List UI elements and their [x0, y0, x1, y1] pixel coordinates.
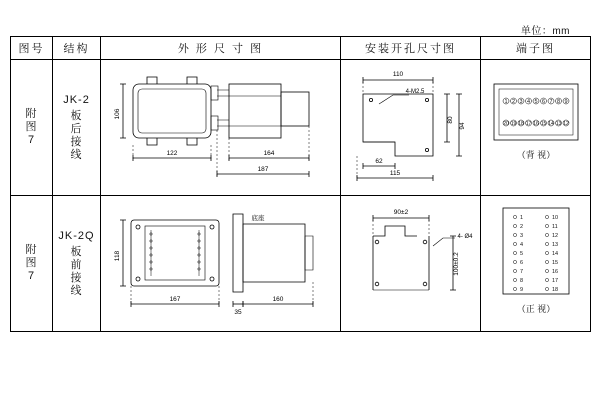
svg-text:18: 18 — [552, 287, 559, 293]
header-mounting: 安装开孔尺寸图 — [341, 37, 481, 60]
spec-table — [10, 36, 591, 332]
svg-text:20: 20 — [503, 121, 509, 127]
row2-mdim-100: 100±0.2 — [453, 252, 460, 276]
row2-jiegou-char-3: 接 — [70, 271, 83, 284]
svg-text:15: 15 — [552, 260, 559, 266]
svg-text:4: 4 — [526, 99, 531, 105]
row2-mounting-cell — [341, 196, 481, 332]
table-row — [11, 60, 591, 196]
svg-text:3: 3 — [519, 99, 523, 105]
svg-text:1: 1 — [520, 215, 524, 221]
svg-text:6: 6 — [541, 99, 546, 105]
row2-terminal-left-column — [513, 215, 523, 293]
row1-terminal-caption: （背 视） — [516, 150, 556, 160]
row1-terminal-drawing — [481, 60, 590, 195]
svg-text:13: 13 — [552, 242, 559, 248]
row1-dim-164: 164 — [263, 150, 275, 157]
svg-text:8: 8 — [520, 278, 524, 284]
svg-text:4: 4 — [520, 242, 524, 248]
svg-text:10: 10 — [552, 215, 559, 221]
row1-jiegou-stack — [53, 60, 100, 195]
row1-dim-122: 122 — [166, 150, 178, 157]
row1-mdim-80: 80 — [447, 116, 454, 124]
row1-terminal-bottom-row — [503, 120, 569, 127]
row2-jiegou-char-2: 前 — [70, 258, 83, 271]
row1-tuhao-stack — [11, 60, 52, 195]
header-jiegou: 结构 — [53, 37, 101, 60]
row1-mdim-115: 115 — [389, 170, 401, 177]
svg-text:5: 5 — [534, 99, 538, 105]
svg-text:5: 5 — [520, 251, 524, 257]
row2-mdim-90: 90±2 — [393, 209, 409, 216]
svg-text:6: 6 — [520, 260, 524, 266]
row2-terminal-right-column — [545, 215, 558, 293]
table-header-row — [11, 37, 591, 60]
row1-model-label: JK-2 — [63, 93, 90, 106]
svg-text:7: 7 — [520, 269, 524, 275]
table-row — [11, 196, 591, 332]
svg-text:12: 12 — [552, 233, 559, 239]
svg-text:8: 8 — [556, 99, 561, 105]
row1-outline-svg — [101, 60, 340, 193]
row1-terminal-svg — [481, 60, 590, 193]
svg-text:19: 19 — [510, 121, 517, 127]
row1-tuhao-cell — [11, 60, 53, 196]
svg-text:17: 17 — [525, 121, 532, 127]
row2-tuhao-cell — [11, 196, 53, 332]
row2-mounting-svg — [341, 196, 480, 329]
svg-text:16: 16 — [552, 269, 559, 275]
row2-dim-160: 160 — [272, 296, 284, 303]
row2-outline-drawing — [101, 196, 340, 331]
row1-jiegou-char-3: 接 — [70, 135, 83, 148]
row1-tuhao-char-3: 7 — [27, 134, 36, 146]
row1-mdim-94: 94 — [459, 122, 466, 130]
svg-text:13: 13 — [555, 121, 562, 127]
row2-mounting-drawing — [341, 196, 480, 331]
row1-tuhao-char-1: 附 — [25, 108, 38, 120]
row1-mounting-cell — [341, 60, 481, 196]
header-terminal: 端子图 — [481, 37, 591, 60]
svg-text:14: 14 — [548, 121, 554, 127]
row2-dim-35: 35 — [234, 309, 242, 316]
row1-terminal-top-row — [503, 98, 569, 105]
row2-model-label: JK-2Q — [58, 229, 95, 242]
row1-dim-187: 187 — [257, 166, 269, 173]
header-tuhao: 图号 — [11, 37, 53, 60]
svg-text:18: 18 — [518, 121, 524, 127]
row2-tuhao-char-2: 图 — [25, 257, 38, 269]
header-outline: 外 形 尺 寸 图 — [101, 37, 341, 60]
row1-mdim-110: 110 — [392, 71, 404, 78]
svg-text:17: 17 — [552, 278, 559, 284]
svg-text:3: 3 — [520, 233, 524, 239]
row2-jiegou-cell — [53, 196, 101, 332]
row2-jiegou-char-4: 线 — [70, 284, 83, 297]
row1-mdim-hole: 4-M2.5 — [405, 89, 425, 95]
row1-outline-drawing — [101, 60, 340, 195]
svg-text:12: 12 — [563, 121, 569, 127]
row2-dim-167: 167 — [169, 296, 181, 303]
svg-text:9: 9 — [564, 99, 568, 105]
row1-jiegou-char-1: 板 — [70, 109, 83, 122]
row1-jiegou-char-4: 线 — [70, 148, 83, 161]
row2-outline-svg — [101, 196, 340, 329]
row2-tuhao-char-3: 7 — [27, 270, 36, 282]
row2-terminal-svg — [481, 196, 590, 329]
row2-tuhao-char-1: 附 — [25, 244, 38, 256]
unit-note: 单位：mm — [520, 26, 570, 37]
row1-tuhao-char-2: 图 — [25, 121, 38, 133]
row1-jiegou-char-2: 后 — [70, 122, 83, 135]
svg-text:16: 16 — [533, 121, 539, 127]
svg-text:1: 1 — [504, 99, 508, 105]
svg-text:9: 9 — [520, 287, 524, 293]
row1-terminal-cell — [481, 60, 591, 196]
row2-jiegou-stack — [53, 196, 100, 331]
row2-tuhao-stack — [11, 196, 52, 331]
row1-jiegou-cell — [53, 60, 101, 196]
row1-mounting-svg — [341, 60, 480, 193]
svg-text:7: 7 — [549, 99, 553, 105]
row2-terminal-caption: （正 视） — [516, 304, 556, 314]
svg-text:14: 14 — [552, 251, 559, 257]
row2-panel-label: 底座 — [251, 215, 265, 222]
row2-terminal-cell — [481, 196, 591, 332]
row1-mdim-62: 62 — [375, 158, 383, 165]
row2-outline-cell — [101, 196, 341, 332]
row2-mdim-hole: 4- Ø4 — [457, 234, 473, 240]
svg-text:15: 15 — [540, 121, 547, 127]
row1-mounting-drawing — [341, 60, 480, 195]
svg-text:11: 11 — [552, 224, 558, 230]
row2-terminal-drawing — [481, 196, 590, 331]
row1-dim-height: 106 — [114, 108, 121, 120]
row1-outline-cell — [101, 60, 341, 196]
svg-text:2: 2 — [520, 224, 524, 230]
row2-jiegou-char-1: 板 — [70, 245, 83, 258]
svg-text:2: 2 — [511, 99, 516, 105]
row2-dim-118: 118 — [114, 250, 121, 262]
